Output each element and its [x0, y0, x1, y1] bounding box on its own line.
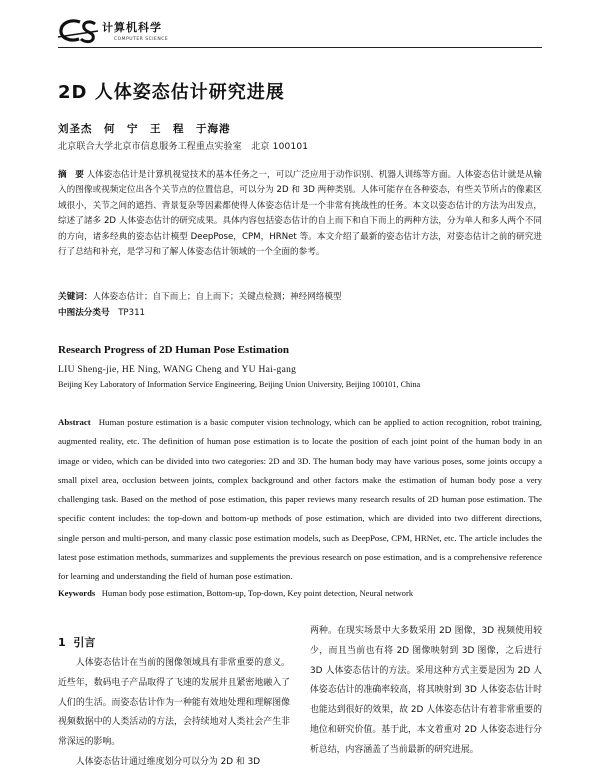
section-heading	[58, 634, 95, 650]
keywords-cn-text: 人体姿态估计；自下而上；自上而下；关键点检测；神经网络模型	[92, 292, 342, 302]
abstract-en-text: Human posture estimation is a basic computer vision technology, which can be applied to action recognition, robot training, augmented reality, etc. The definition of human pose estimation is to locate the position of each joint point of the human body in an image or video, which can be divided into two categories: 2D and 3D. The human body may have various poses, some joints occupy a small pixel area, occlusion between joints, complex background and other factors make the estimation of human body pose a very challenging task. Based on the method of pose estimation, this paper reviews many research results of 2D human pose estimation. The specific content includes: the top-down and bottom-up methods of pose estimation, which are divided into two different directions, single person and multi-person, and many classic pose estimation models, such as DeepPose, CPM, HRNet, etc. The article includes the latest pose estimation methods, summarizes and supplements the previous research on pose estimation, and is a comprehensive reference for learning and understanding the field of human pose estimation.	[58, 417, 542, 582]
english-affiliation: Beijing Key Laboratory of Information Service Engineering, Beijing Union University, Beijing 100101, China	[58, 380, 421, 389]
body-column-right	[310, 622, 542, 761]
journal-logo-mark-icon	[58, 18, 98, 44]
affiliation: 北京联合大学北京市信息服务工程重点实验室 北京 100101	[58, 142, 309, 152]
abstract-en	[58, 413, 542, 587]
keywords-cn	[58, 290, 342, 302]
section-title: 引言	[73, 636, 96, 649]
keywords-cn-label: 关键词：	[58, 292, 93, 302]
body-column-left	[58, 654, 290, 773]
author-list: 刘圣杰 何 宁 王 程 于海港	[58, 123, 231, 135]
body-paragraph: 人体姿态估计通过维度划分可以分为 2D 和 3D	[75, 756, 261, 767]
journal-name-en: COMPUTER SCIENCE	[114, 37, 169, 42]
keywords-en-label: Keywords	[58, 588, 96, 598]
header-rule	[58, 47, 542, 48]
abstract-cn	[58, 168, 542, 260]
clc-value: TP311	[118, 308, 146, 318]
clc-number	[58, 306, 145, 318]
english-authors: LIU Sheng-jie, HE Ning, WANG Cheng and YU Hai-gang	[58, 365, 297, 375]
abstract-cn-label: 摘 要	[58, 170, 84, 180]
english-title: Research Progress of 2D Human Pose Estimation	[58, 344, 289, 356]
keywords-en	[58, 588, 413, 598]
paper-title: 2D 人体姿态估计研究进展	[58, 82, 285, 103]
abstract-en-label: Abstract	[58, 417, 91, 427]
keywords-en-text: Human body pose estimation, Bottom-up, Top-down, Key point detection, Neural network	[101, 588, 414, 598]
body-paragraph: 两种。在现实场景中大多数采用 2D 图像，3D 视频使用较少，而且当前也有将 2D 图像映射到 3D 图像，之后进行 3D 人体姿态估计的方法。采用这种方式主要是因为 2D 人体姿态估计的准确率较高，将其映射到 3D 人体姿态估计时也能达到很好的效果，故 2D 人体姿态估计有着非常重要的地位和研究价值。基于此，本文着重对 2D 人体姿态进行分析总结，内容涵盖了当前最新的研究进展。	[310, 626, 542, 755]
body-paragraph: 人体姿态估计在当前的图像领域具有非常重要的意义。近些年，数码电子产品取得了飞速的发展并且紧密地融入了人们的生活。而姿态估计作为一种能有效地处理和理解图像视频数据中的人类活动的方法，会持续地对人类社会产生非常深远的影响。	[58, 658, 290, 748]
section-number: 1	[58, 636, 66, 649]
journal-name-cn: 计算机科学	[102, 21, 162, 34]
journal-logo	[58, 14, 208, 48]
abstract-cn-text: 人体姿态估计是计算机视觉技术的基本任务之一，可以广泛应用于动作识别、机器人训练等方面。人体姿态估计就是从输入的图像或视频定位出各个关节点的位置信息，可以分为 2D 和 3D 两种类别。人体可能存在各种姿态，有些关节所占的像素区域很小，关节之间的遮挡、背景复杂等因素都使得人体姿态估计是一个非常有挑战性的任务。本文以姿态估计的方法为出发点，综述了諸多 2D 人体姿态估计的研究成果。具体内容包括姿态估计的自上而下和自下而上的两种方法，分为单人和多人两个不同的方向，诸多经典的姿态估计模型 DeepPose，CPM，HRNet 等。本文介绍了最新的姿态估计方法，对姿态估计之前的研究进行了总结和补充，是学习和了解人体姿态估计领域的一个全面的参考。	[58, 170, 543, 258]
clc-label: 中图法分类号	[58, 308, 110, 318]
